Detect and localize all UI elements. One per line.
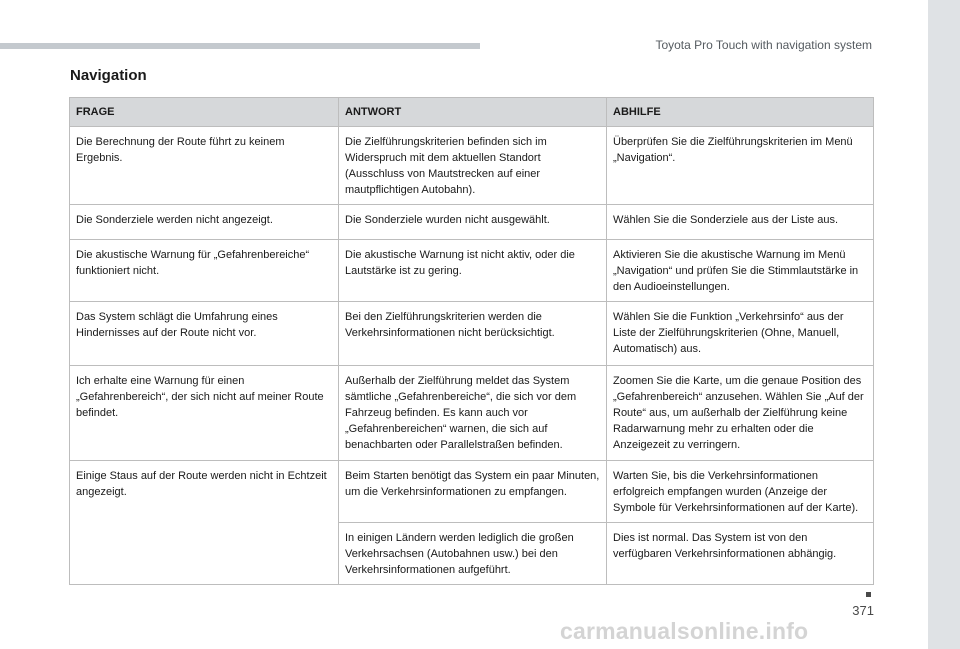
table-row (70, 205, 874, 240)
manual-title: Toyota Pro Touch with navigation system (655, 38, 872, 52)
table-header-row (70, 98, 874, 127)
cell-antwort: Bei den Zielführungskriterien werden die Verkehrsinformationen nicht berücksichtigt. (339, 302, 607, 366)
column-header-frage: FRAGE (70, 98, 339, 127)
column-header-antwort: ANTWORT (339, 98, 607, 127)
cell-antwort: Beim Starten benötigt das System ein paar Minuten, um die Verkehrsinformationen zu empfangen. (339, 461, 607, 523)
table-row (70, 366, 874, 461)
table-row (70, 461, 874, 523)
side-strip (928, 0, 960, 649)
page-marker-dot (866, 592, 871, 597)
cell-frage: Die Berechnung der Route führt zu keinem Ergebnis. (70, 127, 339, 205)
section-title: Navigation (70, 67, 147, 84)
cell-antwort: Die Zielführungskriterien befinden sich im Widerspruch mit dem aktuellen Standort (Ausschluss von Mautstrecken auf einer mautpflichtigen Autobahn). (339, 127, 607, 205)
cell-abhilfe: Warten Sie, bis die Verkehrsinformationen erfolgreich empfangen wurden (Anzeige der Symbole für Verkehrsinformationen auf der Karte). (607, 461, 874, 523)
header-bar (0, 43, 480, 49)
page-number: 371 (852, 603, 874, 618)
cell-antwort: Außerhalb der Zielführung meldet das System sämtliche „Gefahrenbereiche“, die sich vor dem Fahrzeug befinden. Es kann auch vor „Gefahrenbereichen“ warnen, die sich auf benachbarten oder Parallelstraßen befinden. (339, 366, 607, 461)
cell-frage: Die akustische Warnung für „Gefahrenbereiche“ funktioniert nicht. (70, 240, 339, 302)
cell-abhilfe: Zoomen Sie die Karte, um die genaue Position des „Gefahrenbereich“ anzusehen. Wählen Sie „Auf der Route“ aus, um außerhalb der Zielführung keine Radarwarnung mehr zu erhalten oder die Anzeigezeit zu verringern. (607, 366, 874, 461)
table-row (70, 127, 874, 205)
cell-abhilfe: Aktivieren Sie die akustische Warnung im Menü „Navigation“ und prüfen Sie die Stimmlautstärke in den Audioeinstellungen. (607, 240, 874, 302)
watermark: carmanualsonline.info (560, 618, 809, 644)
cell-frage: Einige Staus auf der Route werden nicht in Echtzeit angezeigt. (70, 461, 339, 585)
cell-abhilfe: Wählen Sie die Funktion „Verkehrsinfo“ aus der Liste der Zielführungskriterien (Ohne, Manuell, Automatisch) aus. (607, 302, 874, 366)
cell-antwort: In einigen Ländern werden lediglich die großen Verkehrsachsen (Autobahnen usw.) bei den Verkehrsinformationen aufgeführt. (339, 523, 607, 585)
table-row (70, 240, 874, 302)
cell-frage: Ich erhalte eine Warnung für einen „Gefahrenbereich“, der sich nicht auf meiner Route befindet. (70, 366, 339, 461)
cell-antwort: Die Sonderziele wurden nicht ausgewählt. (339, 205, 607, 240)
cell-antwort: Die akustische Warnung ist nicht aktiv, oder die Lautstärke ist zu gering. (339, 240, 607, 302)
cell-frage: Das System schlägt die Umfahrung eines Hindernisses auf der Route nicht vor. (70, 302, 339, 366)
troubleshooting-table (69, 97, 874, 585)
cell-frage: Die Sonderziele werden nicht angezeigt. (70, 205, 339, 240)
table-row (70, 302, 874, 366)
cell-abhilfe: Überprüfen Sie die Zielführungskriterien im Menü „Navigation“. (607, 127, 874, 205)
cell-abhilfe: Dies ist normal. Das System ist von den verfügbaren Verkehrsinformationen abhängig. (607, 523, 874, 585)
column-header-abhilfe: ABHILFE (607, 98, 874, 127)
cell-abhilfe: Wählen Sie die Sonderziele aus der Liste aus. (607, 205, 874, 240)
